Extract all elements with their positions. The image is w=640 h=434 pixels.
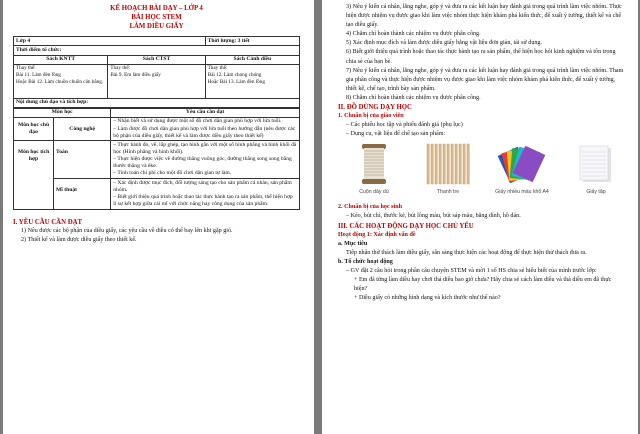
- activity-1-heading: Hoạt động 1: Xác định vấn đề: [338, 231, 416, 238]
- timepoint-label: Thời điểm tổ chức:: [14, 46, 300, 55]
- document-header: [13, 4, 300, 31]
- book-line: Hoặc Bài 12. Làm chuồn chuồn cân bằng.: [16, 78, 104, 85]
- notebook-paper-icon: [569, 142, 623, 186]
- teacher-prep-item: – Các phiếu học tập và phiếu đánh giá (phụ lục): [346, 122, 463, 129]
- goal-line: – Thực hiện được việc vẽ đường thẳng vuông góc, đường thẳng song song bằng thước thẳng và êke.: [113, 156, 292, 170]
- material-caption: Cuộn dây dù: [359, 189, 389, 196]
- section-requirements: I. YÊU CẦU CẦN ĐẠT: [13, 218, 83, 226]
- goal-line: – Nhận biết và sử dụng được một số đồ chơi dân gian phù hợp với lứa tuổi.: [113, 118, 282, 125]
- student-prep-heading: 2. Chuẩn bị của học sinh: [338, 204, 403, 211]
- book-cell-kntt: [14, 64, 108, 98]
- goal-line: – Xác định được mục đích, đối tượng sáng tạo cho sản phẩm cá nhân, sản phẩm nhóm.: [113, 179, 292, 193]
- book-header-ctst: Sách CTST: [108, 55, 205, 64]
- material-caption: Thanh tre: [436, 189, 460, 196]
- material-caption: Giấy tập: [586, 189, 606, 196]
- objective-6: 6) Biết giới thiệu quá trình hoặc thao tác thực hành tạo ra sản phẩm, thể hiện học hỏi kinh nghiệm và tôn trọng chia sẻ của bạn bè.: [346, 49, 616, 65]
- organization-question: + Em đã từng làm diều hay chơi thả diều bao giờ chưa? Hãy chia sẻ cách làm diều và thả diều em đã thực hiện?: [354, 276, 612, 293]
- section-materials: II. ĐỒ DÙNG DẠY HỌC: [338, 104, 412, 112]
- book-cell-ctst: [108, 64, 205, 98]
- tech-goals-cell: [111, 117, 300, 140]
- right-page: [322, 0, 638, 434]
- book-line: Thay thế:: [16, 65, 36, 72]
- tech-cell: Công nghệ: [54, 117, 111, 140]
- color-paper-icon: [495, 142, 549, 186]
- book-line: Bài 9. Em làm diều giấy: [110, 72, 161, 79]
- material-caption: Giấy nhiều màu khổ A4: [495, 189, 549, 196]
- goal-line: – Tính toán chi phí cho một đồ chơi dân gian tự làm.: [113, 170, 232, 177]
- rope-spool-icon: [347, 142, 401, 186]
- material-rope: [344, 142, 404, 203]
- goal-line: – Biết giới thiệu quá trình hoặc thao tác thực hành tạo ra sản phẩm, thể hiện hợp lí sự kết hợp giữa cái mĩ với chức năng hay công dụng của sản phẩm.: [113, 193, 293, 207]
- book-line: Bài 12. Làm chong chóng: [207, 72, 262, 79]
- goal-line: – Thực hành đo, vẽ, lắp ghép, tạo hình gắn với một số hình phẳng và hình khối đã học (Hình phẳng và hình khối).: [113, 141, 297, 155]
- left-page: [3, 0, 314, 434]
- bamboo-sticks-icon: [421, 142, 475, 186]
- organization-text: – GV đặt 2 câu hỏi trong phần câu chuyện STEM và mời 1 số HS chia sẻ hiểu biết của mình trước lớp:: [346, 267, 597, 274]
- art-goals-cell: [111, 178, 300, 209]
- material-color-paper: [492, 142, 552, 203]
- art-cell: Mĩ thuật: [54, 178, 111, 209]
- integrated-cell: Môn học tích hợp: [14, 141, 54, 209]
- lesson-info-table: [13, 36, 300, 108]
- teacher-prep-heading: 1. Chuẩn bị của giáo viên: [338, 113, 404, 120]
- requirement-2: 2) Thiết kế và làm được diều giấy theo thiết kế.: [21, 236, 137, 243]
- header-line-1: KẾ HOẠCH BÀI DẠY – LỚP 4: [110, 5, 203, 12]
- book-cell-canhdieu: [205, 64, 299, 98]
- book-line: Thay thế:: [110, 65, 131, 72]
- main-subject-cell: Môn học chủ đạo: [14, 117, 54, 140]
- objective-3: 3) Nêu ý kiến cá nhân, lắng nghe, góp ý và đưa ra các kết luận hay đánh giá trong quá trình làm việc nhóm. Thực hiện được nhiệm vụ được giao khi làm việc nhóm thực hiện khám phá kiến thức, để xuất ý tưởng, thiết kế và chế tạo diều giấy.: [346, 4, 622, 29]
- teacher-prep-item: – Dụng cụ, vật liệu để chế tạo sản phẩm:: [346, 131, 446, 138]
- material-notebook-paper: [566, 142, 626, 203]
- aim-text: Tiếp nhận thử thách làm diều giấy, sẵn sàng thực hiện các hoạt động để thực hiện thử thách đưa ra.: [346, 249, 587, 256]
- book-line: Thay thế:: [207, 65, 228, 72]
- material-bamboo: [418, 142, 478, 203]
- col-subject: Môn học: [14, 108, 111, 117]
- book-header-kntt: Sách KNTT: [14, 55, 108, 64]
- book-header-canhdieu: Sách Cánh diều: [205, 55, 299, 64]
- organization-label: b. Tổ chức hoạt động: [338, 258, 393, 265]
- aim-label: a. Mục tiêu: [338, 240, 368, 247]
- organization-question: + Diều giấy có những hình dạng và kích thước như thế nào?: [354, 295, 501, 302]
- book-line: Bài 11. Làm đèn lồng: [16, 72, 61, 79]
- objective-4: 4) Chăm chỉ hoàn thành các nhiệm vụ được phân công.: [346, 31, 481, 38]
- section-activities: III. CÁC HOẠT ĐỘNG DẠY HỌC CHỦ YẾU: [338, 222, 474, 230]
- book-line: Hoặc Bài 13. Làm đèn lồng: [207, 78, 265, 85]
- subject-table: [13, 108, 300, 210]
- objective-8: 8) Chăm chỉ hoàn thành các nhiệm vụ được phân công.: [346, 94, 481, 101]
- materials-gallery: [338, 139, 626, 203]
- col-goal: Yêu cầu cần đạt: [111, 108, 300, 117]
- grade-cell: Lớp 4: [14, 37, 206, 46]
- math-goals-cell: [111, 141, 300, 179]
- header-line-2: BÀI HỌC STEM: [131, 14, 182, 21]
- math-cell: Toán: [54, 141, 111, 179]
- objective-7: 7) Nêu ý kiến cá nhân, lắng nghe, góp ý và đưa ra các kết luận hay đánh giá trong quá trình làm việc nhóm. Tham gia phân công và thực hiện được nhiệm vụ được giao khi làm việc nhóm khám phá kiến thức, để xuất ý tưởng, thiết kế, chế tạo, trình bày sản phẩm.: [346, 67, 624, 92]
- requirement-1: 1) Nêu được các bộ phận của diều giấy, các yêu cầu về diều có thể bay lên khi gặp gió.: [21, 227, 233, 234]
- objective-5: 5) Xác định mục đích và làm được diều giấy bằng vật liệu đơn giản, tái sử dụng.: [346, 40, 542, 47]
- header-line-3: LÀM DIỀU GIẤY: [129, 23, 184, 30]
- student-prep-item: – Kéo, bút chì, thước kẻ, bút lông màu, bút sáp màu, băng dính, hồ dán.: [346, 213, 521, 220]
- content-label: Nội dung chủ đạo và tích hợp:: [14, 98, 300, 107]
- goal-line: – Làm được đồ chơi dân gian phù hợp với lứa tuổi theo hướng dẫn (nêu được các bộ phận của diều giấy, thiết kế và làm được diều giấy theo thiết kế): [113, 125, 296, 139]
- time-cell: Thời lượng: 3 tiết: [205, 37, 299, 46]
